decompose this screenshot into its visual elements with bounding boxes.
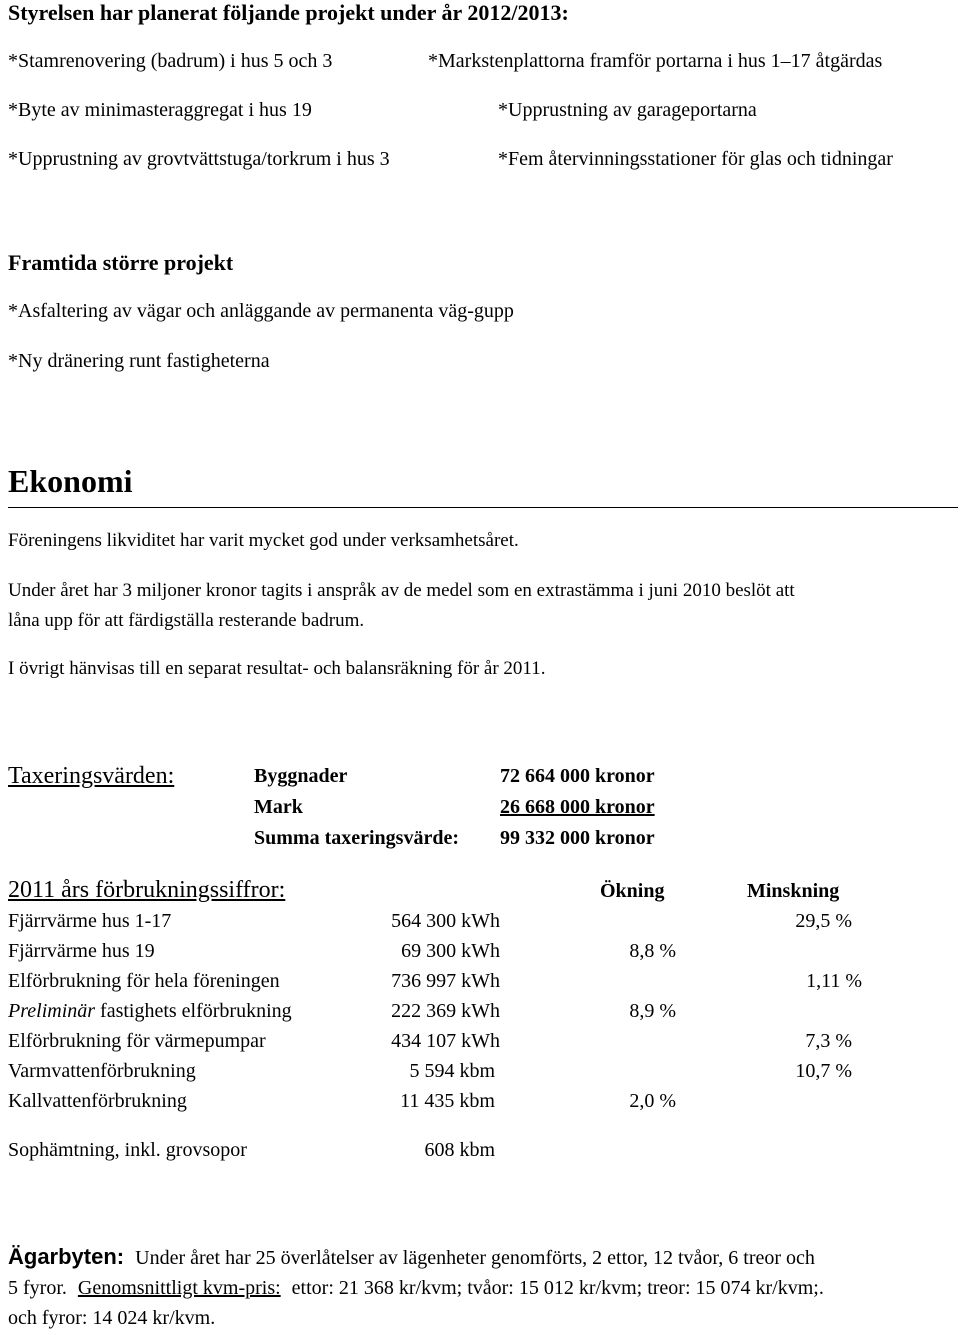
table-row-amount: 434 107 kWh — [391, 1030, 500, 1052]
planned-left-item: *Upprustning av grovtvättstuga/torkrum i hus 3 — [8, 148, 390, 170]
planned-left-item: *Byte av minimasteraggregat i hus 19 — [8, 99, 312, 121]
garbage-amount: 608 kbm — [424, 1139, 495, 1161]
table-row-amount: 5 594 kbm — [409, 1060, 495, 1082]
table-row-increase: 8,8 % — [629, 940, 676, 962]
owners-line-3: och fyror: 14 024 kr/kvm. — [8, 1307, 216, 1329]
col-header-increase: Ökning — [600, 880, 665, 902]
tax-value: 72 664 000 kronor — [500, 765, 655, 787]
planned-heading: Styrelsen har planerat följande projekt under år 2012/2013: — [8, 0, 569, 25]
table-row-label: Elförbrukning för hela föreningen — [8, 970, 280, 992]
table-row-decrease: 1,11 % — [806, 970, 862, 992]
table-row-increase: 2,0 % — [629, 1090, 676, 1112]
ekonomi-paragraph: Föreningens likviditet har varit mycket god under verksamhetsåret. — [8, 530, 519, 551]
owners-line-2 — [8, 1277, 824, 1300]
label-rest: fastighets elförbrukning — [95, 1000, 292, 1022]
ekonomi-heading: Ekonomi — [8, 463, 133, 499]
planned-right-item: *Upprustning av garageportarna — [498, 99, 757, 121]
owners-text: 5 fyror. — [8, 1277, 67, 1299]
tax-heading-text: Taxeringsvärden: — [8, 763, 175, 789]
table-row-amount: 69 300 kWh — [401, 940, 500, 962]
table-row-amount: 11 435 kbm — [400, 1090, 495, 1112]
consumption-heading — [8, 877, 285, 904]
table-row-label: Kallvattenförbrukning — [8, 1090, 187, 1112]
garbage-label: Sophämtning, inkl. grovsopor — [8, 1139, 247, 1161]
consumption-heading-text: 2011 års förbrukningssiffror: — [8, 877, 286, 903]
table-row-amount: 564 300 kWh — [391, 910, 500, 932]
owners-text: ettor: 21 368 kr/kvm; tvåor: 15 012 kr/kvm; treor: 15 074 kr/kvm;. — [291, 1277, 824, 1299]
col-header-decrease: Minskning — [747, 880, 840, 902]
tax-label: Summa taxeringsvärde: — [254, 827, 459, 849]
table-row-decrease: 29,5 % — [795, 910, 852, 932]
ekonomi-paragraph: låna upp för att färdigställa resterande badrum. — [8, 610, 365, 631]
avg-price-label: Genomsnittligt kvm-pris: — [77, 1277, 281, 1299]
table-row-label: Elförbrukning för värmepumpar — [8, 1030, 266, 1052]
table-row-label: Fjärrvärme hus 19 — [8, 940, 155, 962]
planned-left-item: *Stamrenovering (badrum) i hus 5 och 3 — [8, 50, 333, 72]
tax-label: Byggnader — [254, 765, 348, 787]
owners-heading: Ägarbyten: — [8, 1244, 125, 1269]
planned-right-item: *Fem återvinningsstationer för glas och tidningar — [498, 148, 893, 170]
ekonomi-paragraph: I övrigt hänvisas till en separat resultat- och balansräkning för år 2011. — [8, 658, 546, 679]
table-row-amount: 736 997 kWh — [391, 970, 500, 992]
table-row-decrease: 7,3 % — [805, 1030, 852, 1052]
tax-value: 26 668 000 kronor — [500, 796, 655, 818]
table-row-amount: 222 369 kWh — [391, 1000, 500, 1022]
planned-right-item: *Markstenplattorna framför portarna i hus 1–17 åtgärdas — [428, 50, 883, 72]
table-row-label — [8, 1000, 292, 1023]
table-row-label: Fjärrvärme hus 1-17 — [8, 910, 172, 932]
table-row-label: Varmvattenförbrukning — [8, 1060, 196, 1082]
future-heading: Framtida större projekt — [8, 250, 234, 275]
table-row-increase: 8,9 % — [629, 1000, 676, 1022]
tax-label: Mark — [254, 796, 303, 818]
future-item: *Asfaltering av vägar och anläggande av permanenta väg-gupp — [8, 300, 514, 322]
owners-text: Under året har 25 överlåtelser av lägenheter genomförts, 2 ettor, 12 tvåor, 6 treor och — [135, 1247, 815, 1269]
tax-value: 99 332 000 kronor — [500, 827, 655, 849]
label-italic: Preliminär — [8, 1000, 96, 1022]
future-item: *Ny dränering runt fastigheterna — [8, 350, 270, 372]
tax-heading — [8, 763, 174, 790]
owners-line-1 — [8, 1244, 815, 1270]
ekonomi-paragraph: Under året har 3 miljoner kronor tagits i anspråk av de medel som en extrastämma i juni 2010 beslöt att — [8, 580, 795, 601]
table-row-decrease: 10,7 % — [795, 1060, 852, 1082]
ekonomi-rule — [8, 507, 958, 508]
